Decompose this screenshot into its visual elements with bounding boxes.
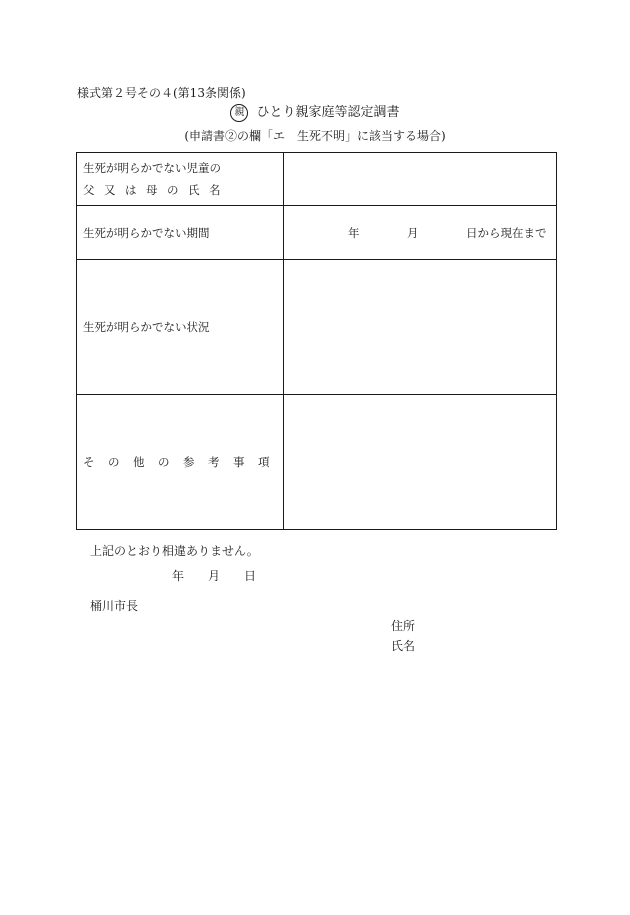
document-title: ひとり親家庭等認定調書 xyxy=(256,105,400,120)
document-subtitle: (申請書②の欄「エ 生死不明」に該当する場合) xyxy=(184,129,446,143)
value-cell-other-notes[interactable] xyxy=(284,395,557,530)
document-title-row xyxy=(0,101,630,122)
label-other-notes: その他の参考事項 xyxy=(83,455,283,469)
address-label: 住所 xyxy=(391,619,416,633)
table-row-other-notes xyxy=(77,395,557,530)
table-row-unknown-period xyxy=(77,206,557,260)
label-cell-parent-name xyxy=(77,153,284,206)
label-unknown-situation: 生死が明らかでない状況 xyxy=(83,320,210,334)
label-cell-unknown-period xyxy=(77,206,284,260)
date-year-unit: 年 xyxy=(172,569,185,583)
period-month-unit: 月 xyxy=(407,226,419,240)
addressee-mayor: 桶川市長 xyxy=(90,599,139,613)
period-year-unit: 年 xyxy=(348,226,360,240)
value-cell-unknown-situation[interactable] xyxy=(284,260,557,395)
table-row-unknown-situation xyxy=(77,260,557,395)
label-parent-name-line2: 父又は母の氏名 xyxy=(83,183,230,197)
date-month-unit: 月 xyxy=(208,569,221,583)
table-row-parent-name xyxy=(77,153,557,206)
date-day-unit: 日 xyxy=(244,569,257,583)
form-number: 様式第２号その４(第13条関係) xyxy=(77,86,246,100)
name-label: 氏名 xyxy=(391,639,416,653)
label-parent-name-line1: 生死が明らかでない児童の xyxy=(83,161,221,175)
label-unknown-period: 生死が明らかでない期間 xyxy=(83,225,210,240)
value-cell-unknown-period[interactable] xyxy=(284,206,557,260)
label-cell-other-notes xyxy=(77,395,284,530)
value-cell-parent-name[interactable] xyxy=(284,153,557,206)
confirmation-statement: 上記のとおり相違ありません。 xyxy=(90,544,259,558)
period-day-suffix: 日から現在まで xyxy=(466,226,547,240)
label-cell-unknown-situation xyxy=(77,260,284,395)
form-table xyxy=(76,152,557,530)
circled-oya-mark: 親 xyxy=(230,104,248,122)
